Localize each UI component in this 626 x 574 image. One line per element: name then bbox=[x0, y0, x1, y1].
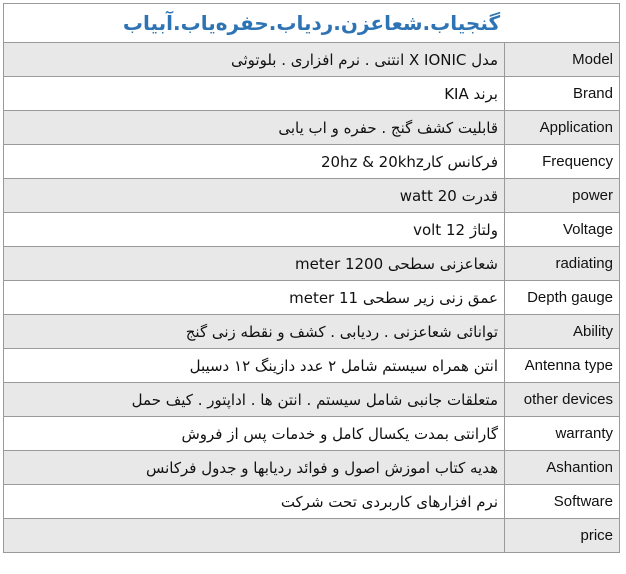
spec-key: Frequency bbox=[505, 145, 620, 179]
spec-value: گارانتی بمدت یکسال کامل و خدمات پس از فروش bbox=[4, 417, 505, 451]
table-row bbox=[4, 247, 620, 281]
table-row bbox=[4, 417, 620, 451]
spec-key: Application bbox=[505, 111, 620, 145]
spec-key: power bbox=[505, 179, 620, 213]
spec-value: توانائی شعاعزنی . ردیابی . کشف و نقطه زنی گنج bbox=[4, 315, 505, 349]
spec-key: Software bbox=[505, 485, 620, 519]
table-row bbox=[4, 111, 620, 145]
table-row bbox=[4, 281, 620, 315]
table-row bbox=[4, 179, 620, 213]
spec-key: Ashantion bbox=[505, 451, 620, 485]
table-row bbox=[4, 451, 620, 485]
spec-value bbox=[4, 519, 505, 553]
spec-value: متعلقات جانبی شامل سیستم . انتن ها . اداپتور . کیف حمل bbox=[4, 383, 505, 417]
spec-value: ولتاژ 12 volt bbox=[4, 213, 505, 247]
spec-key: warranty bbox=[505, 417, 620, 451]
table-row bbox=[4, 145, 620, 179]
spec-value: فرکانس کار20hz & 20khz bbox=[4, 145, 505, 179]
table-row bbox=[4, 213, 620, 247]
spec-table bbox=[3, 42, 620, 553]
spec-value: برند KIA bbox=[4, 77, 505, 111]
spec-value: عمق زنی زیر سطحی 11 meter bbox=[4, 281, 505, 315]
spec-value: هدیه کتاب اموزش اصول و فوائد ردیابها و جدول فرکانس bbox=[4, 451, 505, 485]
page-title: گنجیاب.شعاعزن.ردیاب.حفره‌یاب.آبیاب bbox=[3, 3, 620, 42]
spec-value: قابلیت کشف گنج . حفره و اب یابی bbox=[4, 111, 505, 145]
spec-value: قدرت 20 watt bbox=[4, 179, 505, 213]
table-row bbox=[4, 43, 620, 77]
spec-value: انتن همراه سیستم شامل ۲ عدد دازینگ ۱۲ دسیبل bbox=[4, 349, 505, 383]
spec-key: price bbox=[505, 519, 620, 553]
spec-key: Voltage bbox=[505, 213, 620, 247]
spec-value: مدل X IONIC انتنی . نرم افزاری . بلوتوثی bbox=[4, 43, 505, 77]
spec-value: نرم افزارهای کاربردی تحت شرکت bbox=[4, 485, 505, 519]
table-row bbox=[4, 485, 620, 519]
table-row bbox=[4, 77, 620, 111]
table-row bbox=[4, 315, 620, 349]
spec-key: Antenna type bbox=[505, 349, 620, 383]
spec-value: شعاعزنی سطحی 1200 meter bbox=[4, 247, 505, 281]
spec-key: Depth gauge bbox=[505, 281, 620, 315]
spec-key: Brand bbox=[505, 77, 620, 111]
spec-key: Ability bbox=[505, 315, 620, 349]
table-row bbox=[4, 383, 620, 417]
spec-key: radiating bbox=[505, 247, 620, 281]
spec-key: other devices bbox=[505, 383, 620, 417]
table-row bbox=[4, 519, 620, 553]
spec-key: Model bbox=[505, 43, 620, 77]
spec-sheet bbox=[3, 3, 620, 569]
table-row bbox=[4, 349, 620, 383]
